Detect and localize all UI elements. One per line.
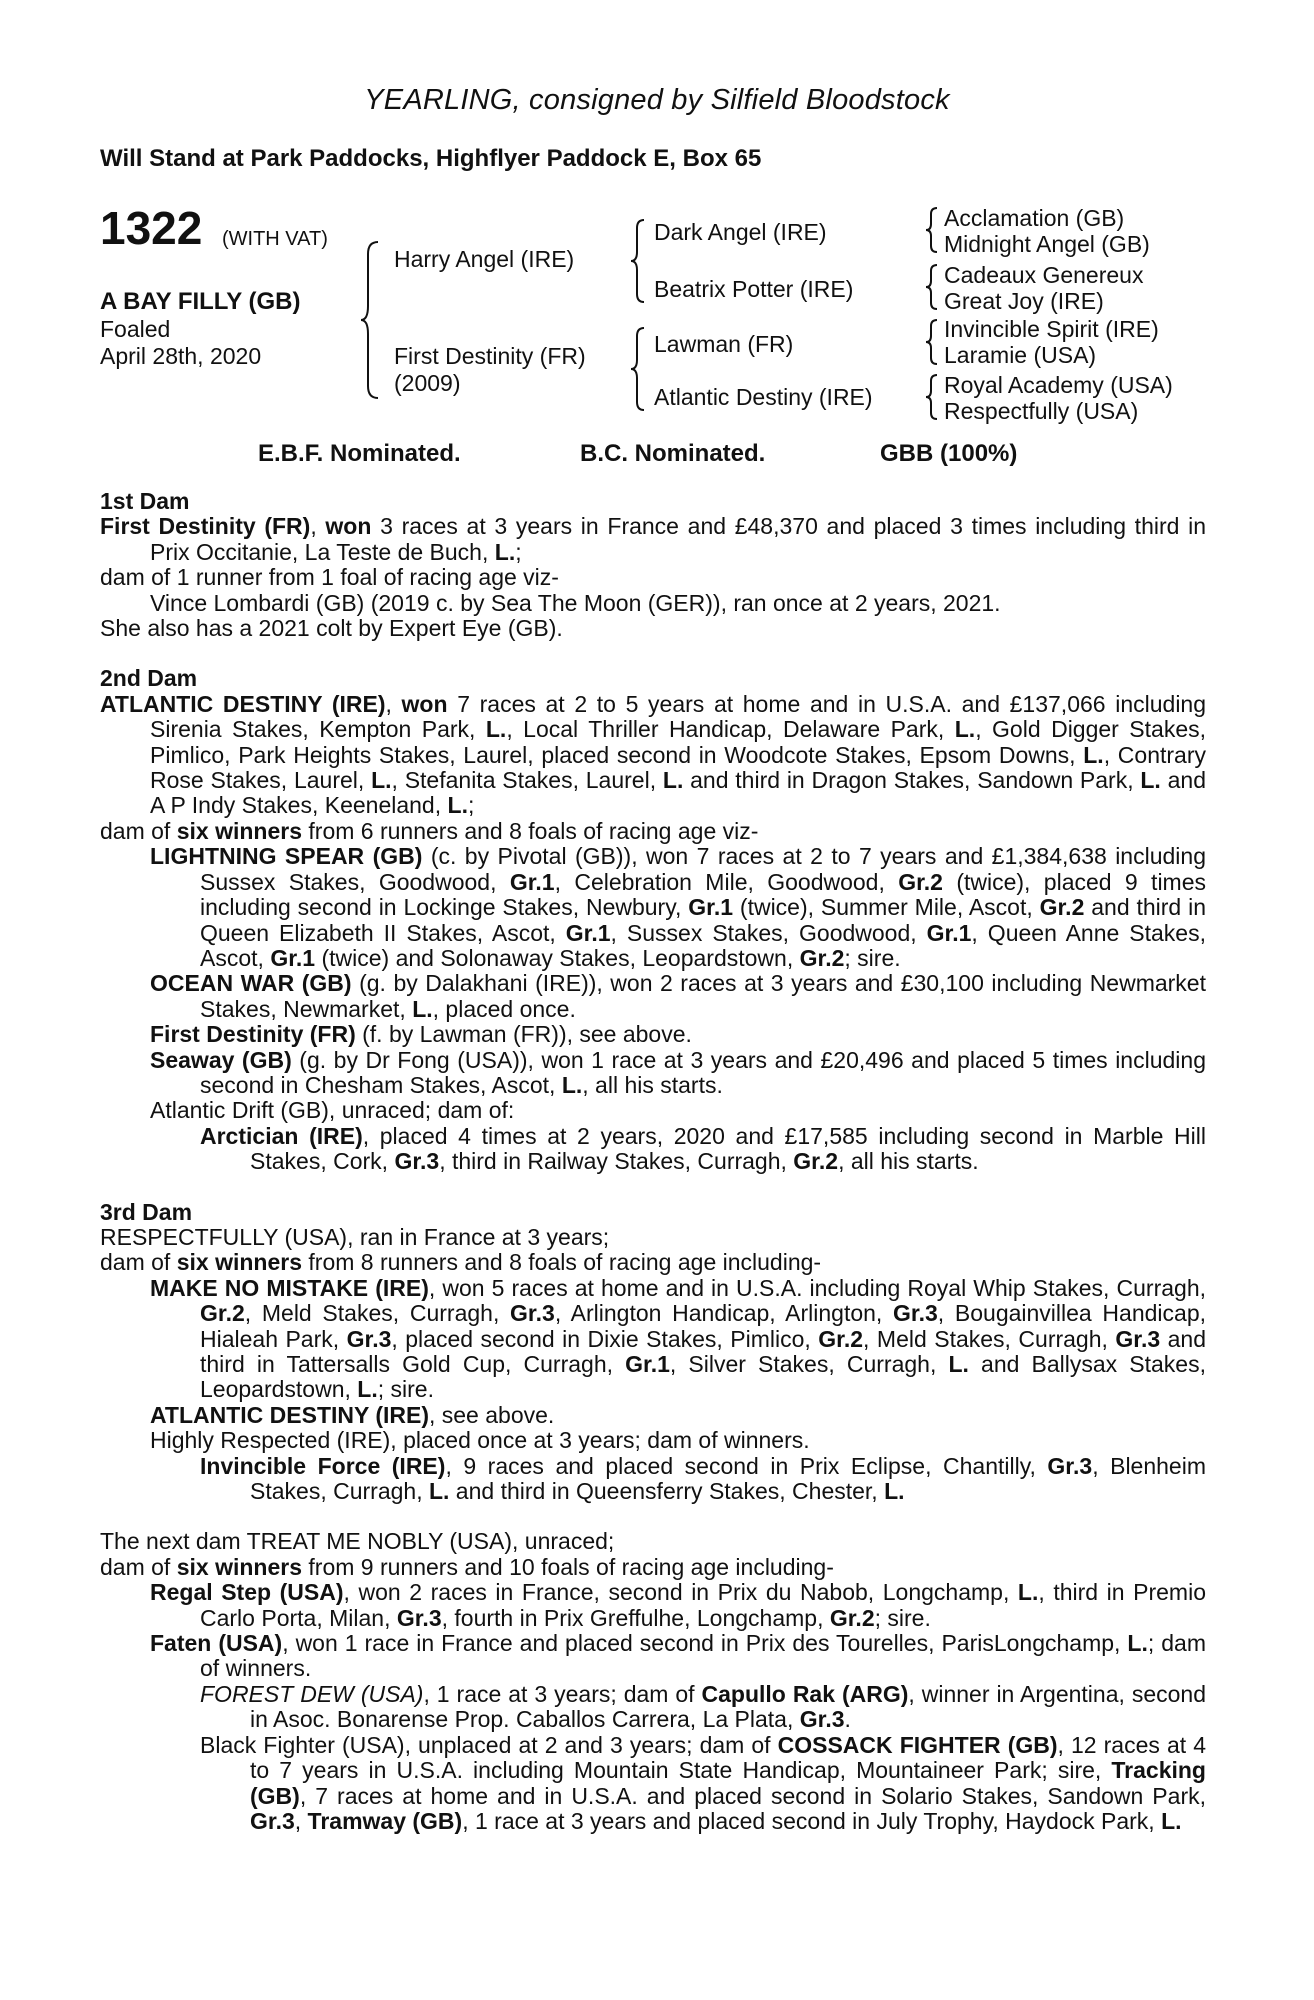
pedigree-dss: Invincible Spirit (IRE) [944, 316, 1159, 342]
pedigree-brace-sd [925, 263, 939, 311]
pedigree-ddd: Respectfully (USA) [944, 398, 1139, 424]
make-no-mistake-record: MAKE NO MISTAKE (IRE), won 5 races at home and in U.S.A. including Royal Whip Stakes, Curragh, Gr.2, Meld Stakes, Curragh, Gr.3, Arlington Handicap, Arlington, Gr.3, Bougainvillea Handicap, Hialeah Park, Gr.3, placed second in Dixie Stakes, Pimlico, Gr.2, Meld Stakes, Curragh, Gr.3 and third in Tattersalls Gold Cup, Curragh, Gr.1, Silver Stakes, Curragh, L. and Ballysax Stakes, Leopardstown, L.; sire. [150, 1274, 1206, 1403]
regal-step-record: Regal Step (USA), won 2 races in France, second in Prix du Nabob, Longchamp, L., third in Premio Carlo Porta, Milan, Gr.3, fourth in Prix Greffulhe, Longchamp, Gr.2; sire. [150, 1579, 1206, 1631]
pedigree-brace-dam [630, 326, 646, 412]
second-dam-heading: 2nd Dam [100, 665, 198, 692]
pedigree-sss: Acclamation (GB) [944, 205, 1125, 231]
lightning-spear-record: LIGHTNING SPEAR (GB) (c. by Pivotal (GB)), won 7 races at 2 to 7 years and £1,384,638 including Sussex Stakes, Goodwood, Gr.1, Celebration Mile, Goodwood, Gr.2 (twice), placed 9 times including second in Lockinge Stakes, Newbury, Gr.1 (twice), Summer Mile, Ascot, Gr.2 and third in Queen Elizabeth II Stakes, Ascot, Gr.1, Sussex Stakes, Goodwood, Gr.1, Queen Anne Stakes, Ascot, Gr.1 (twice) and Solonaway Stakes, Leopardstown, Gr.2; sire. [150, 843, 1207, 971]
catalogue-body [100, 489, 1206, 1834]
pedigree-dam-dam: Atlantic Destiny (IRE) [654, 384, 873, 410]
pedigree-sire-sire: Dark Angel (IRE) [654, 219, 827, 245]
bc-nomination: B.C. Nominated. [580, 440, 766, 467]
first-dam-produce: dam of 1 runner from 1 foal of racing age viz- [100, 564, 559, 591]
atlantic-destiny-record: ATLANTIC DESTINY (IRE), see above. [150, 1401, 555, 1428]
pedigree-brace-ds [925, 318, 939, 366]
first-dam-runner: Vince Lombardi (GB) (2019 c. by Sea The Moon (GER)), ran once at 2 years, 2021. [150, 589, 1001, 616]
pedigree-brace-ss [925, 206, 939, 254]
forest-dew-record: FOREST DEW (USA), 1 race at 3 years; dam of Capullo Rak (ARG), winner in Argentina, second in Asoc. Bonarense Prop. Caballos Carrera, La Plata, Gr.3. [200, 1680, 1206, 1733]
first-dam-name: First Destinity (FR) [100, 513, 311, 540]
arctician-record: Arctician (IRE), placed 4 times at 2 years, 2020 and £17,585 including second in Marble Hill Stakes, Cork, Gr.3, third in Railway Stakes, Curragh, Gr.2, all his starts. [200, 1122, 1206, 1175]
second-dam-name: ATLANTIC DESTINY (IRE) [100, 690, 386, 717]
pedigree-sire: Harry Angel (IRE) [394, 246, 575, 272]
first-dam-heading: 1st Dam [100, 488, 190, 514]
pedigree-sire-dam: Beatrix Potter (IRE) [654, 276, 854, 302]
pedigree-dam: First Destinity (FR) [394, 343, 586, 369]
lot-number: 1322 [100, 202, 203, 254]
pedigree-sds: Cadeaux Genereux [944, 262, 1144, 288]
gbb-note: GBB (100%) [880, 440, 1018, 467]
foaled-info [100, 316, 261, 370]
seaway-record: Seaway (GB) (g. by Dr Fong (USA)), won 1 race at 3 years and £20,496 and placed 5 times including second in Chesham Stakes, Ascot, L., all his starts. [150, 1046, 1206, 1098]
next-dam-record: The next dam TREAT ME NOBLY (USA), unraced; [100, 1528, 615, 1555]
foaled-date: April 28th, 2020 [100, 343, 262, 369]
invincible-force-record: Invincible Force (IRE), 9 races and placed second in Prix Eclipse, Chantilly, Gr.3, Blenheim Stakes, Curragh, L. and third in Queensferry Stakes, Chester, L. [200, 1452, 1206, 1505]
black-fighter-record: Black Fighter (USA), unplaced at 2 and 3 years; dam of COSSACK FIGHTER (GB), 12 races at 4 to 7 years in U.S.A. including Mountain State Handicap, Mountaineer Park; sire, Tracking (GB), 7 races at home and in U.S.A. and placed second in Solario Stakes, Sandown Park, Gr.3, Tramway (GB), 1 race at 3 years and placed second in July Trophy, Haydock Park, L. [200, 1731, 1206, 1834]
highly-respected-record: Highly Respected (IRE), placed once at 3 years; dam of winners. [150, 1427, 810, 1454]
pedigree-brace-main [360, 240, 380, 400]
ebf-nomination: E.B.F. Nominated. [258, 440, 461, 467]
vat-note: (WITH VAT) [222, 228, 328, 250]
next-dam-produce: dam of six winners from 9 runners and 10 foals of racing age including- [100, 1553, 834, 1580]
stand-location: Will Stand at Park Paddocks, Highflyer Paddock E, Box 65 [100, 145, 762, 172]
first-destinity-record: First Destinity (FR) (f. by Lawman (FR)), see above. [150, 1021, 692, 1048]
first-dam-record: First Destinity (FR), won 3 races at 3 years in France and £48,370 and placed 3 times including third in Prix Occitanie, La Teste de Buch, L.; [100, 513, 1207, 565]
second-dam-record: ATLANTIC DESTINY (IRE), won 7 races at 2 to 5 years at home and in U.S.A. and £137,066 including Sirenia Stakes, Kempton Park, L., Local Thriller Handicap, Delaware Park, L., Gold Digger Stakes, Pimlico, Park Heights Stakes, Laurel, placed second in Woodcote Stakes, Epsom Downs, L., Contrary Rose Stakes, Laurel, L., Stefanita Stakes, Laurel, L. and third in Dragon Stakes, Sandown Park, L. and A P Indy Stakes, Keeneland, L.; [100, 690, 1207, 819]
page-title: YEARLING, consigned by Silfield Bloodstock [364, 84, 950, 116]
first-dam-also: She also has a 2021 colt by Expert Eye (GB). [100, 615, 563, 642]
third-dam-produce: dam of six winners from 8 runners and 8 foals of racing age including- [100, 1249, 822, 1276]
third-dam-heading: 3rd Dam [100, 1198, 193, 1225]
faten-record: Faten (USA), won 1 race in France and placed second in Prix des Tourelles, ParisLongchamp, L.; dam of winners. [150, 1630, 1206, 1682]
second-dam-produce: dam of six winners from 6 runners and 8 foals of racing age viz- [100, 817, 759, 844]
pedigree-sdd: Great Joy (IRE) [944, 288, 1104, 314]
foaled-label: Foaled [100, 316, 171, 342]
pedigree-dam-sire: Lawman (FR) [654, 331, 794, 357]
horse-description: A BAY FILLY (GB) [100, 288, 301, 315]
pedigree-brace-sire [630, 218, 646, 304]
pedigree-dam-year: (2009) [394, 370, 461, 396]
pedigree-brace-dd [925, 373, 939, 421]
pedigree-ssd: Midnight Angel (GB) [944, 231, 1150, 257]
ocean-war-record: OCEAN WAR (GB) (g. by Dalakhani (IRE)), won 2 races at 3 years and £30,100 including Newmarket Stakes, Newmarket, L., placed once. [150, 970, 1206, 1022]
third-dam-record: RESPECTFULLY (USA), ran in France at 3 years; [100, 1223, 610, 1250]
atlantic-drift-record: Atlantic Drift (GB), unraced; dam of: [150, 1097, 515, 1124]
pedigree-dds: Royal Academy (USA) [944, 372, 1173, 398]
pedigree-dsd: Laramie (USA) [944, 342, 1097, 368]
